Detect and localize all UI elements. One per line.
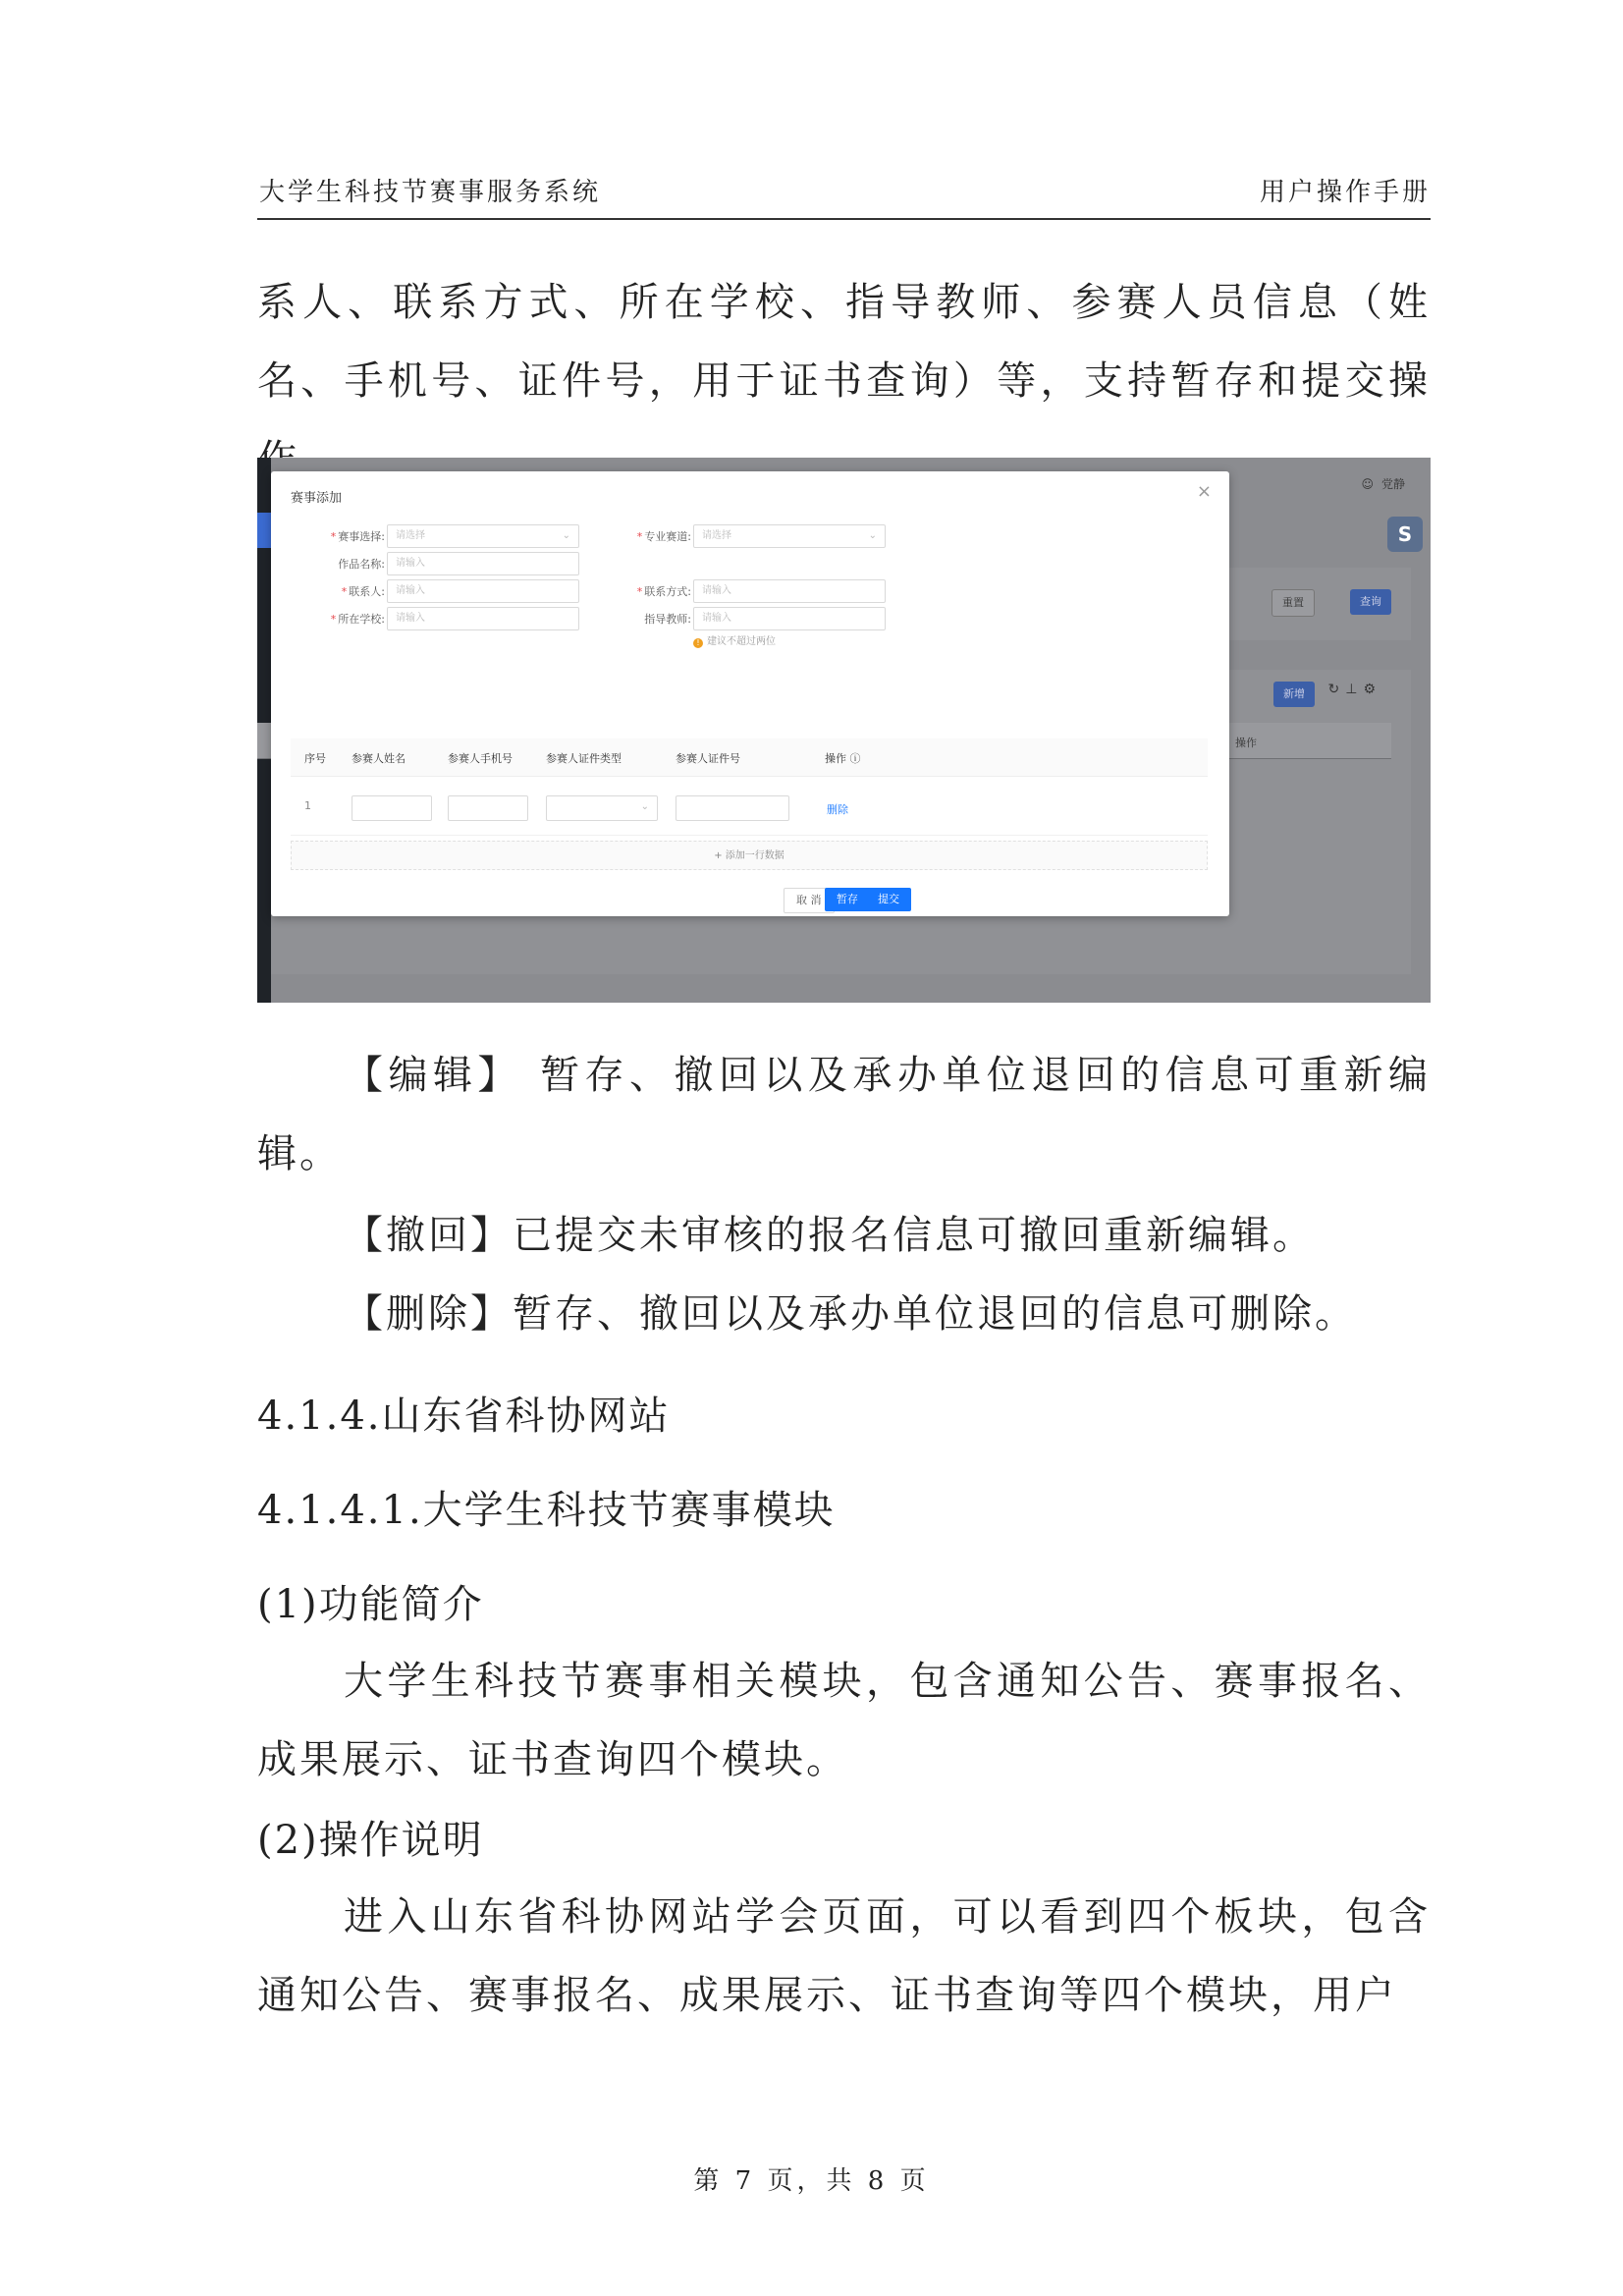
track-select-label: * 专业赛道: bbox=[636, 530, 691, 543]
col-phone: 参赛人手机号 bbox=[448, 752, 513, 765]
track-select[interactable]: 请选择 ⌄ bbox=[693, 524, 886, 548]
edit-paragraph: 【编辑】 暂存、撤回以及承办单位退回的信息可重新编辑。 bbox=[257, 1053, 1431, 1176]
sidebar-active-item bbox=[257, 513, 271, 548]
participant-id-number-input[interactable] bbox=[676, 795, 789, 821]
school-input[interactable]: 请输入 bbox=[387, 607, 579, 630]
school-label: * 所在学校: bbox=[330, 613, 385, 626]
teacher-hint: ! 建议不超过两位 bbox=[693, 632, 776, 648]
bg-add-button[interactable]: 新增 bbox=[1273, 682, 1315, 707]
section-heading-4-1-4: 4.1.4.山东省科协网站 bbox=[257, 1394, 671, 1439]
subheading-operation: (2)操作说明 bbox=[257, 1818, 484, 1863]
page-footer: 第 7 页，共 8 页 bbox=[693, 2166, 930, 2196]
col-id-type: 参赛人证件类型 bbox=[546, 752, 622, 765]
event-add-screenshot bbox=[257, 458, 1431, 1003]
contact-label: * 联系人: bbox=[341, 585, 385, 598]
row-index: 1 bbox=[304, 799, 311, 812]
modal-title: 赛事添加 bbox=[291, 491, 343, 506]
subheading-function-intro: (1)功能简介 bbox=[257, 1582, 484, 1627]
phone-input[interactable]: 请输入 bbox=[693, 579, 886, 603]
revoke-paragraph: 【撤回】已提交未审核的报名信息可撤回重新编辑。 bbox=[344, 1213, 1315, 1258]
col-action: 操作 ⓘ bbox=[825, 752, 861, 765]
col-name: 参赛人姓名 bbox=[352, 752, 406, 765]
user-name: 党静 bbox=[1380, 477, 1405, 491]
operation-paragraph: 进入山东省科协网站学会页面，可以看到四个板块，包含通知公告、赛事报名、成果展示、证书查询等四个模块，用户 bbox=[257, 1894, 1431, 2018]
header-system-title: 大学生科技节赛事服务系统 bbox=[259, 178, 602, 207]
phone-label: * 联系方式: bbox=[636, 585, 691, 598]
event-select-label: * 赛事选择: bbox=[330, 530, 385, 543]
participant-id-type-select[interactable] bbox=[546, 795, 658, 821]
work-name-input[interactable]: 请输入 bbox=[387, 552, 579, 575]
teacher-input[interactable]: 请输入 bbox=[693, 607, 886, 630]
app-logo-icon: S bbox=[1387, 517, 1423, 552]
add-row-button[interactable]: + 添加一行数据 bbox=[291, 841, 1208, 870]
event-select[interactable]: 请选择 ⌄ bbox=[387, 524, 579, 548]
close-icon[interactable]: × bbox=[1196, 481, 1212, 502]
user-icon: ☺ bbox=[1361, 477, 1374, 491]
participant-phone-input[interactable] bbox=[448, 795, 528, 821]
page-header bbox=[257, 173, 1431, 220]
bg-col-action: 操作 bbox=[1235, 737, 1257, 749]
delete-paragraph: 【删除】暂存、撤回以及承办单位退回的信息可删除。 bbox=[344, 1291, 1357, 1337]
submit-button[interactable]: 提交 bbox=[866, 888, 911, 911]
cancel-button[interactable]: 取 消 bbox=[784, 888, 835, 913]
delete-row-link[interactable]: 删除 bbox=[827, 803, 848, 816]
col-id-number: 参赛人证件号 bbox=[676, 752, 740, 765]
work-name-label: 作品名称: bbox=[338, 558, 385, 571]
intro-paragraph: 系人、联系方式、所在学校、指导教师、参赛人员信息（姓名、手机号、证件号，用于证书查询）等，支持暂存和提交操 bbox=[257, 280, 1431, 404]
participants-table-header bbox=[291, 738, 1208, 777]
col-index: 序号 bbox=[304, 752, 326, 765]
function-intro-paragraph: 大学生科技节赛事相关模块，包含通知公告、赛事报名、成果展示、证书查询四个模块。 bbox=[257, 1659, 1431, 1782]
toolbar-icons[interactable]: ↻⊥⚙ bbox=[1327, 682, 1381, 697]
teacher-label: 指导教师: bbox=[644, 613, 691, 626]
header-manual-title: 用户操作手册 bbox=[1259, 178, 1431, 207]
chevron-down-icon: ⌄ bbox=[562, 530, 570, 541]
event-add-modal bbox=[271, 471, 1229, 916]
user-menu[interactable] bbox=[1361, 475, 1405, 492]
section-heading-4-1-4-1: 4.1.4.1.大学生科技节赛事模块 bbox=[257, 1488, 836, 1533]
chevron-down-icon: ⌄ bbox=[868, 530, 877, 541]
table-row bbox=[291, 778, 1208, 836]
chevron-down-icon: ⌄ bbox=[640, 801, 649, 812]
contact-input[interactable]: 请输入 bbox=[387, 579, 579, 603]
bg-reset-button[interactable]: 重置 bbox=[1271, 589, 1315, 617]
save-draft-button[interactable]: 暂存 bbox=[825, 888, 870, 911]
warning-icon: ! bbox=[693, 638, 703, 648]
bg-search-button[interactable]: 查询 bbox=[1350, 589, 1391, 615]
participant-name-input[interactable] bbox=[352, 795, 432, 821]
